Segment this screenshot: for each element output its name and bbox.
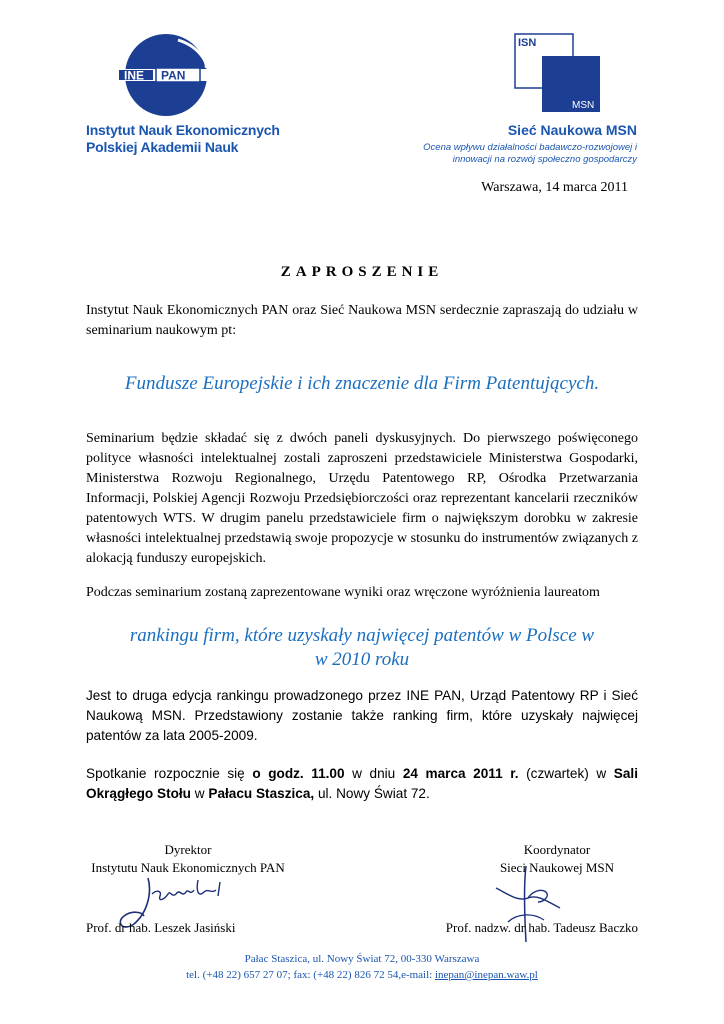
meeting-text-1: Spotkanie rozpocznie się xyxy=(86,766,253,781)
ranking-title-line-2: w 2010 roku xyxy=(314,649,410,670)
letter-heading: ZAPROSZENIE xyxy=(280,264,444,280)
intro-paragraph: Instytut Nauk Ekonomicznych PAN oraz Sieć Naukowa MSN serdecznie zapraszają do udziału w seminarium naukowym pt: xyxy=(86,303,638,338)
footer-contact-text: tel. (+48 22) 657 27 07; fax: (+48 22) 826 72 54,e-mail: xyxy=(186,969,435,981)
logo-msn-text: MSN xyxy=(572,100,595,111)
seminar-title: Fundusze Europejskie i ich znaczenie dla Firm Patentujących. xyxy=(124,373,600,394)
meeting-text-4: w xyxy=(191,786,209,801)
ranking-title xyxy=(86,624,638,672)
meeting-text-3: (czwartek) w xyxy=(518,766,614,781)
network-tagline-line-2: innowacji na rozwój społeczno gospodarczy xyxy=(452,154,637,165)
right-signatory-org: Sieci Naukowej MSN xyxy=(499,860,615,875)
meeting-date: 24 marca 2011 r. xyxy=(402,766,519,781)
network-name: Sieć Naukowa MSN xyxy=(507,122,637,138)
results-intro-paragraph: Podczas seminarium zostaną zaprezentowane wyniki oraz wręczone wyróżnienia laureatom xyxy=(86,585,600,600)
network-tagline-line-1: Ocena wpływu działalności badawczo-rozwojowej i xyxy=(423,142,637,153)
ranking-description: Jest to druga edycja rankingu prowadzonego przez INE PAN, Urząd Patentowy RP i Sieć Naukową MSN. Przedstawiony zostanie także ranking firm, które uzyskały najwięcej patentów za lata 2005-2009. xyxy=(86,688,638,743)
meeting-venue: Pałacu Staszica, xyxy=(208,786,315,801)
meeting-room: Sali Okrągłego Stołu xyxy=(86,766,638,801)
institute-name xyxy=(86,122,280,156)
left-signatory-org: Instytutu Nauk Ekonomicznych PAN xyxy=(91,860,285,875)
right-signatory-role: Koordynator xyxy=(523,842,591,857)
left-signatory-name: Prof. dr hab. Leszek Jasiński xyxy=(86,920,236,935)
letter-date: Warszawa, 14 marca 2011 xyxy=(481,180,628,195)
ine-pan-logo xyxy=(118,32,214,118)
institute-line-1: Instytut Nauk Ekonomicznych xyxy=(86,122,280,138)
logo-isn-text: ISN xyxy=(518,37,537,49)
institute-line-2: Polskiej Akademii Nauk xyxy=(86,139,239,155)
meeting-paragraph xyxy=(86,764,638,804)
meeting-text-2: w dniu xyxy=(344,766,403,781)
right-signatory-name: Prof. nadzw. dr hab. Tadeusz Baczko xyxy=(445,920,638,935)
isn-msn-logo xyxy=(514,32,600,112)
left-signatory-role: Dyrektor xyxy=(164,842,212,857)
footer-address: Pałac Staszica, ul. Nowy Świat 72, 00-330 Warszawa xyxy=(244,953,480,965)
network-tagline xyxy=(377,142,637,166)
ranking-title-line-1: rankingu firm, które uzyskały najwięcej patentów w Polsce w xyxy=(129,625,595,646)
footer-contact xyxy=(0,967,724,983)
logo-ine-text: INE xyxy=(124,68,145,83)
footer-email-link[interactable]: inepan@inepan.waw.pl xyxy=(434,969,538,981)
meeting-time: o godz. 11.00 xyxy=(252,766,345,781)
description-paragraph: Seminarium będzie składać się z dwóch paneli dyskusyjnych. Do pierwszego poświęconego polityce własności intelektualnej zostali zaproszeni przedstawiciele Ministerstwa Gospodarki, Ministerstwa Rozwoju Regionalnego, Urzędu Patentowego RP, Ośrodka Przetwarzania Informacji, Polskiej Agencji Rozwoju Przedsiębiorczości oraz reprezentant kancelarii rzeczników patentowych WTS. W drugim panelu przedstawiciele firm o największym dorobku w zakresie własności intelektualnej przedstawią swoje propozycje w stosunku do instrumentów związanych z alokacją funduszy europejskich. xyxy=(86,431,638,566)
meeting-text-5: ul. Nowy Świat 72. xyxy=(314,786,430,801)
logo-pan-text: PAN xyxy=(161,68,186,83)
